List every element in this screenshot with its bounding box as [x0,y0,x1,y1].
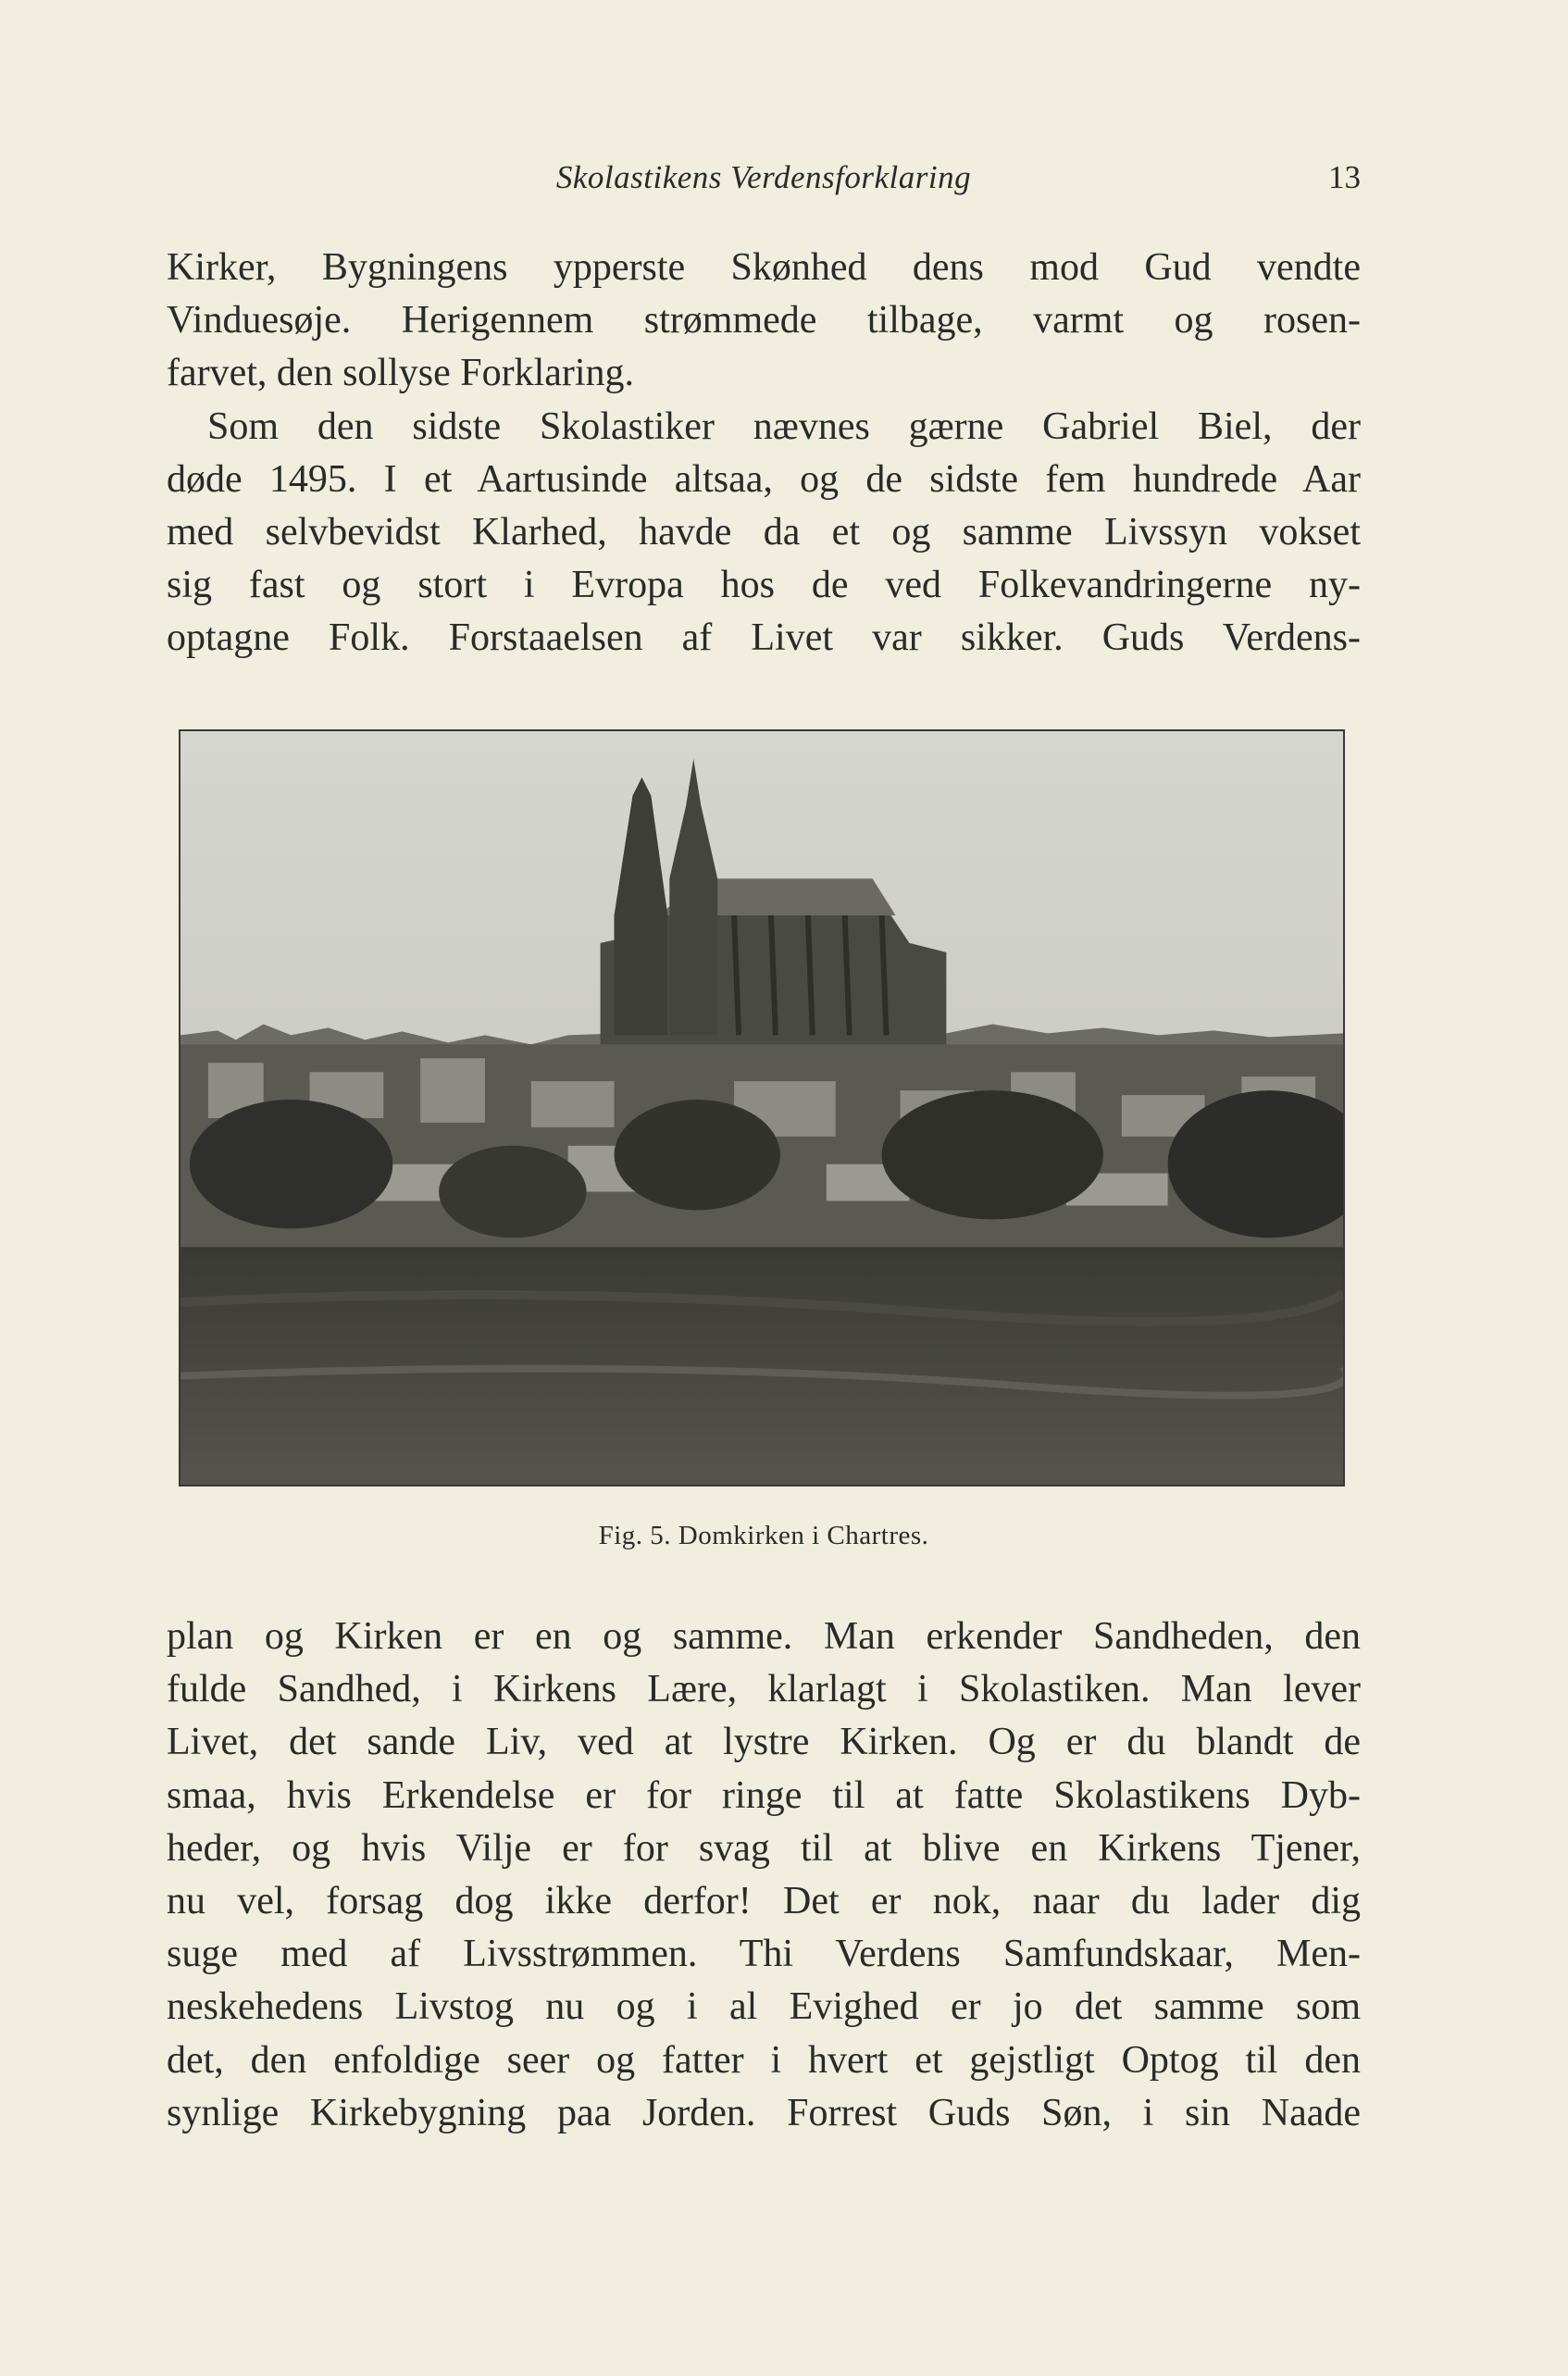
cathedral-photograph [179,729,1345,1487]
text-line: optagne Folk. Forstaaelsen af Livet var sikker. Guds Verdens- [167,616,1361,660]
text-line: Som den sidste Skolastiker nævnes gærne Gabriel Biel, der [207,404,1361,448]
text-line: Livet, det sande Liv, ved at lystre Kirken. Og er du blandt de [167,1721,1361,1764]
text-line: fulde Sandhed, i Kirkens Lære, klarlagt i Skolastiken. Man lever [167,1668,1361,1711]
text-line: heder, og hvis Vilje er for svag til at blive en Kirkens Tjener, [167,1826,1361,1870]
figure-caption: Fig. 5. Domkirken i Chartres. [598,1521,929,1550]
text-line: synlige Kirkebygning paa Jorden. Forrest Guds Søn, i sin Naade [167,2091,1361,2134]
text-line: døde 1495. I et Aartusinde altsaa, og de sidste fem hundrede Aar [167,457,1361,501]
text-line: Kirker, Bygningens ypperste Skønhed dens mod Gud vendte [167,246,1361,289]
running-title: Skolastikens Verdensforklaring [555,159,972,195]
text-line: suge med af Livsstrømmen. Thi Verdens Samfundskaar, Men- [167,1933,1361,1976]
body-text-top [167,242,1361,666]
body-text-bottom [167,1611,1361,2140]
text-line: plan og Kirken er en og samme. Man erkender Sandheden, den [167,1615,1361,1658]
text-line: det, den enfoldige seer og fatter i hvert et gejstligt Optog til den [167,2038,1361,2082]
page-number: 13 [1328,159,1361,195]
text-line: neskehedens Livstog nu og i al Evighed er jo det samme som [167,1985,1361,2029]
text-line: sig fast og stort i Evropa hos de ved Folkevandringerne ny- [167,564,1361,607]
text-line: farvet, den sollyse Forklaring. [167,352,635,395]
text-line: Vinduesøje. Herigennem strømmede tilbage, varmt og rosen- [167,299,1361,342]
running-head [167,155,1361,202]
cathedral-photo-illustration [180,731,1343,1485]
text-line: nu vel, forsag dog ikke derfor! Det er nok, naar du lader dig [167,1879,1361,1922]
text-line: smaa, hvis Erkendelse er for ringe til at fatte Skolastikens Dyb- [167,1773,1361,1817]
text-line: med selvbevidst Klarhed, havde da et og samme Livssyn vokset [167,510,1361,554]
